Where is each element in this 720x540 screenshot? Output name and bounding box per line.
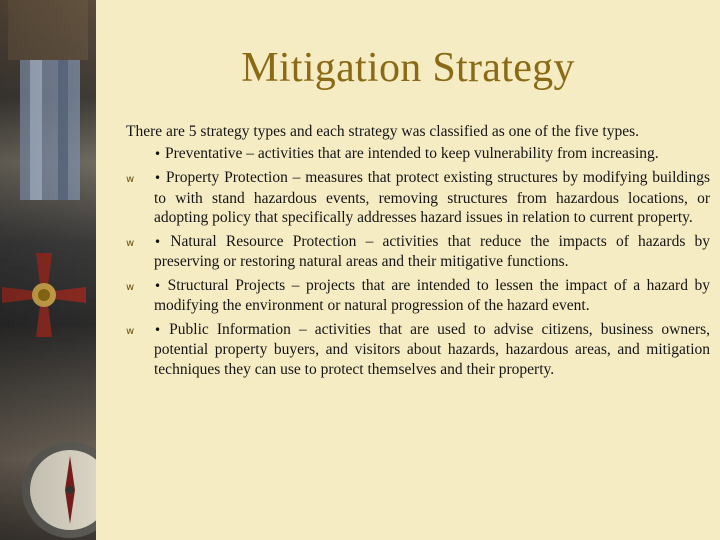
- decorative-photo-strip: [0, 0, 96, 540]
- wingding-bullet-icon: w: [126, 237, 135, 249]
- dot-icon: •: [154, 322, 162, 337]
- list-item: [126, 168, 710, 228]
- list-item: [126, 276, 710, 316]
- intro-paragraph: There are 5 strategy types and each strategy was classified as one of the five types.: [126, 123, 640, 140]
- wingding-bullet-icon: w: [126, 174, 135, 185]
- medal-compass-illustration: [0, 0, 96, 540]
- dot-icon: •: [154, 146, 162, 161]
- preventative-line: [126, 144, 710, 165]
- slide-title: Mitigation Strategy: [241, 45, 575, 91]
- list-item-text: Public Information – activities that are used to advise citizens, business owners, potential property buyers, and visitors about hazards, hazardous areas, and mitigation techniques they can use to protect themselves and their property.: [154, 320, 711, 378]
- dot-icon: •: [154, 234, 162, 249]
- dot-icon: •: [154, 278, 162, 293]
- slide: [96, 0, 720, 540]
- wingding-bullet-icon: w: [126, 281, 135, 293]
- slide-body: [126, 122, 710, 379]
- wingding-bullet-icon: w: [126, 325, 135, 337]
- dot-icon: •: [154, 171, 162, 185]
- list-item: [126, 320, 710, 380]
- list-item-text: Property Protection – measures that protect existing structures by modifying buildings to with stand hazardous events, removing structures from hazardous locations, or adopting policy that specifically addresses hazard issues in relation to current property.: [154, 169, 710, 226]
- preventative-text: Preventative – activities that are intended to keep vulnerability from increasing.: [164, 144, 659, 162]
- list-item: [126, 232, 710, 272]
- strategy-list: [126, 168, 710, 379]
- list-item-text: Natural Resource Protection – activities that reduce the impacts of hazards by preserving or restoring natural areas and their mitigative functions.: [154, 232, 711, 270]
- list-item-text: Structural Projects – projects that are intended to lessen the impact of a hazard by modifying the environment or natural progression of the hazard event.: [154, 276, 710, 314]
